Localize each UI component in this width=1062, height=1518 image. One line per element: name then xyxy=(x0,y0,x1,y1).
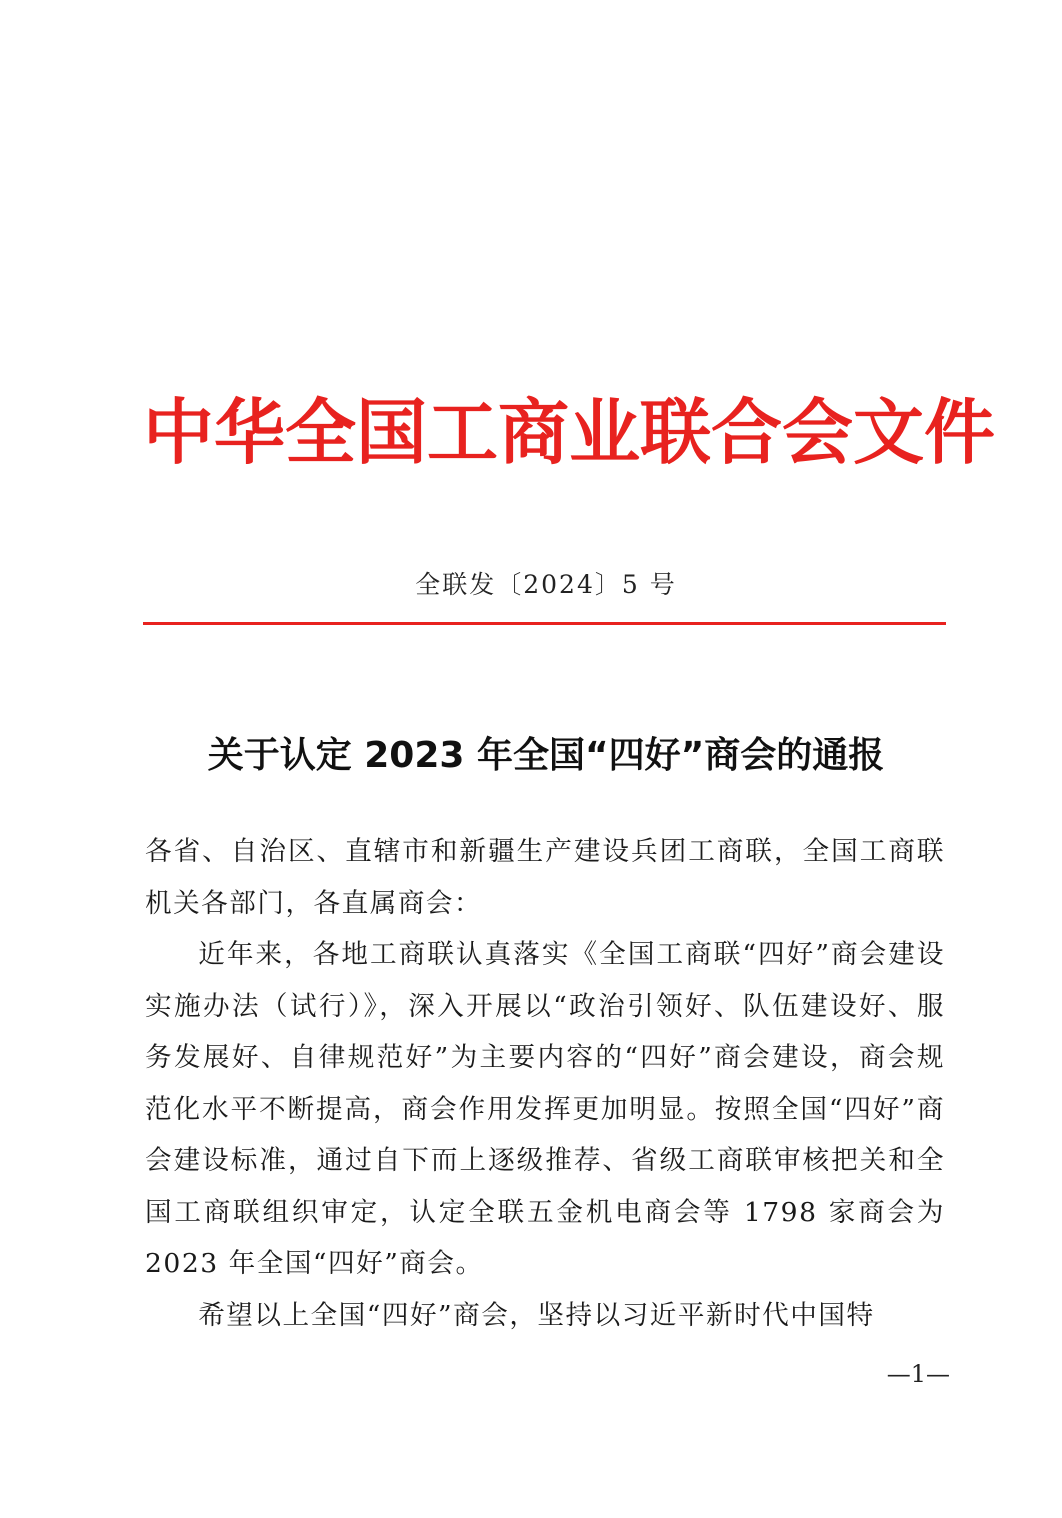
issuer-masthead: 中华全国工商业联合会文件 xyxy=(143,391,996,474)
document-number: 全联发〔2024〕5 号 xyxy=(415,570,677,599)
body-paragraph-1: 近年来，各地工商联认真落实《全国工商联“四好”商会建设实施办法（试行）》，深入开展以“政治引领好、队伍建设好、服务发展好、自律规范好”为主要内容的“四好”商会建设，商会规范化水平不断提高，商会作用发挥更加明显。按照全国“四好”商会建设标准，通过自下而上逐级推荐、省级工商联审核把关和全国工商联组织审定，认定全联五金机电商会等 1798 家商会为 2023 年全国“四好”商会。 xyxy=(145,939,945,1279)
red-divider-line xyxy=(143,622,946,625)
body-paragraph-2: 希望以上全国“四好”商会，坚持以习近平新时代中国特 xyxy=(198,1299,875,1331)
document-title: 关于认定 2023 年全国“四好”商会的通报 xyxy=(207,735,885,776)
page-number: —1— xyxy=(886,1360,950,1388)
document-body xyxy=(145,826,945,1341)
salutation: 各省、自治区、直辖市和新疆生产建设兵团工商联，全国工商联机关各部门，各直属商会： xyxy=(145,836,945,919)
